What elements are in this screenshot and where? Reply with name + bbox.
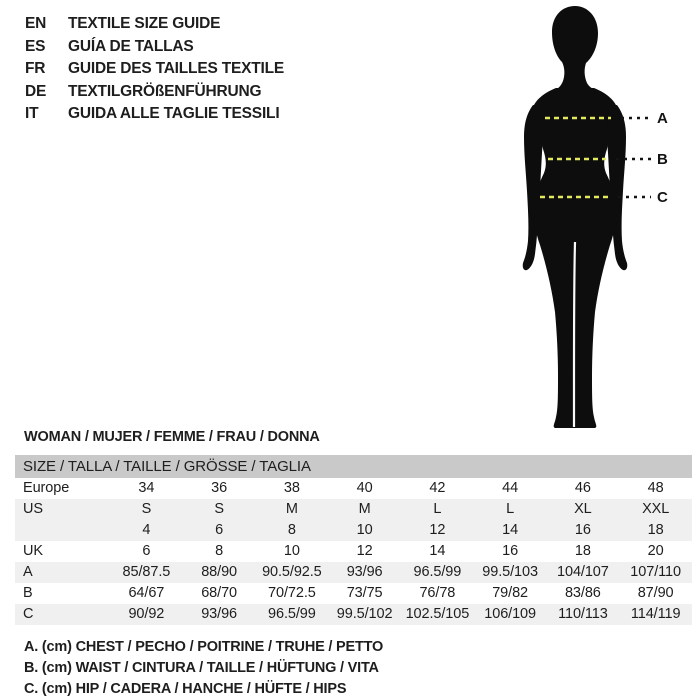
size-cell: XXL [619, 499, 692, 520]
size-cell: 12 [401, 520, 474, 541]
size-cell: S [183, 499, 256, 520]
language-row [25, 103, 284, 126]
size-cell: 90.5/92.5 [256, 562, 329, 583]
size-cell: 18 [574, 543, 591, 559]
marker-label-c: C [657, 189, 668, 206]
row-label: C [15, 604, 110, 625]
marker-label-a: A [657, 110, 668, 127]
size-cell: 96.5/99 [256, 604, 329, 625]
size-cell: 40 [356, 480, 373, 496]
size-cell: 64/67 [128, 585, 165, 601]
size-cell: 42 [429, 480, 446, 496]
language-label: TEXTILGRÖßENFÜHRUNG [68, 82, 262, 100]
size-cell: L [474, 499, 547, 520]
language-row [25, 13, 284, 36]
size-cell: 99.5/103 [474, 562, 547, 583]
table-row [15, 604, 692, 625]
size-cell: 68/70 [201, 585, 238, 601]
row-label: B [23, 585, 33, 601]
right-arm [607, 105, 627, 270]
size-cell: L [401, 499, 474, 520]
size-cell: 107/110 [619, 562, 692, 583]
woman-silhouette-svg [490, 0, 700, 430]
size-cell: 90/92 [110, 604, 183, 625]
size-cell: M [256, 499, 329, 520]
size-cell: 110/113 [547, 604, 620, 625]
size-cell: 10 [283, 543, 300, 559]
head-and-neck [552, 6, 598, 91]
table-row [15, 541, 692, 562]
size-cell: 99.5/102 [328, 604, 401, 625]
size-cell: 12 [356, 543, 373, 559]
size-cell: 4 [110, 520, 183, 541]
size-cell: 6 [142, 543, 151, 559]
size-cell: 18 [619, 520, 692, 541]
size-cell: 83/86 [564, 585, 601, 601]
row-label: A [15, 562, 110, 583]
size-cell: 8 [215, 543, 224, 559]
table-header-row [15, 455, 692, 478]
language-list [25, 13, 284, 126]
section-title: WOMAN / MUJER / FEMME / FRAU / DONNA [24, 429, 320, 445]
size-cell: 8 [256, 520, 329, 541]
legend [24, 637, 383, 700]
size-cell: 102.5/105 [401, 604, 474, 625]
language-row [25, 81, 284, 104]
language-label: TEXTILE SIZE GUIDE [68, 15, 221, 32]
size-cell: 46 [574, 480, 591, 496]
language-row [25, 58, 284, 81]
size-table [15, 455, 692, 625]
language-code: EN [25, 15, 47, 32]
size-cell: XL [547, 499, 620, 520]
language-code: FR [25, 60, 46, 78]
size-cell: 6 [183, 520, 256, 541]
table-row [15, 520, 692, 541]
size-cell: 106/109 [474, 604, 547, 625]
size-table-body [15, 478, 692, 625]
language-code: ES [25, 37, 46, 55]
row-label: US [15, 499, 110, 520]
left-arm [523, 105, 543, 270]
row-label: UK [23, 543, 43, 559]
size-cell: 104/107 [547, 562, 620, 583]
row-label [15, 520, 110, 541]
language-label: GUIDE DES TAILLES TEXTILE [68, 60, 285, 78]
size-cell: 93/96 [183, 604, 256, 625]
size-cell: S [110, 499, 183, 520]
size-cell: M [328, 499, 401, 520]
table-row [15, 478, 692, 499]
size-cell: 70/72.5 [268, 585, 316, 601]
size-cell: 93/96 [328, 562, 401, 583]
language-label: GUÍA DE TALLAS [68, 37, 194, 55]
size-figure [490, 0, 700, 430]
language-code: IT [25, 105, 39, 123]
language-label: GUIDA ALLE TAGLIE TESSILI [68, 105, 280, 123]
size-cell: 16 [547, 520, 620, 541]
size-cell: 34 [138, 480, 155, 496]
size-cell: 48 [647, 480, 664, 496]
table-row [15, 583, 692, 604]
size-cell: 73/75 [346, 585, 383, 601]
language-row [25, 36, 284, 59]
leg-gap-line [574, 242, 575, 427]
size-cell: 44 [502, 480, 519, 496]
size-cell: 36 [211, 480, 228, 496]
table-header: SIZE / TALLA / TAILLE / GRÖSSE / TAGLIA [15, 455, 692, 478]
table-row [15, 562, 692, 583]
size-cell: 88/90 [183, 562, 256, 583]
size-cell: 14 [429, 543, 446, 559]
row-label: Europe [23, 480, 70, 496]
size-cell: 20 [647, 543, 664, 559]
size-cell: 14 [474, 520, 547, 541]
size-cell: 38 [283, 480, 300, 496]
size-cell: 85/87.5 [110, 562, 183, 583]
size-cell: 87/90 [637, 585, 674, 601]
size-cell: 79/82 [492, 585, 529, 601]
size-cell: 76/78 [419, 585, 456, 601]
size-cell: 16 [502, 543, 519, 559]
legend-line: A. (cm) CHEST / PECHO / POITRINE / TRUHE / PETTO [24, 639, 384, 655]
legend-line: B. (cm) WAIST / CINTURA / TAILLE / HÜFTUNG / VITA [24, 660, 379, 676]
table-row [15, 499, 692, 520]
language-code: DE [25, 82, 47, 100]
size-cell: 10 [328, 520, 401, 541]
size-cell: 96.5/99 [401, 562, 474, 583]
size-cell: 114/119 [619, 604, 692, 625]
legend-line: C. (cm) HIP / CADERA / HANCHE / HÜFTE / HIPS [24, 681, 347, 697]
marker-label-b: B [657, 151, 668, 168]
